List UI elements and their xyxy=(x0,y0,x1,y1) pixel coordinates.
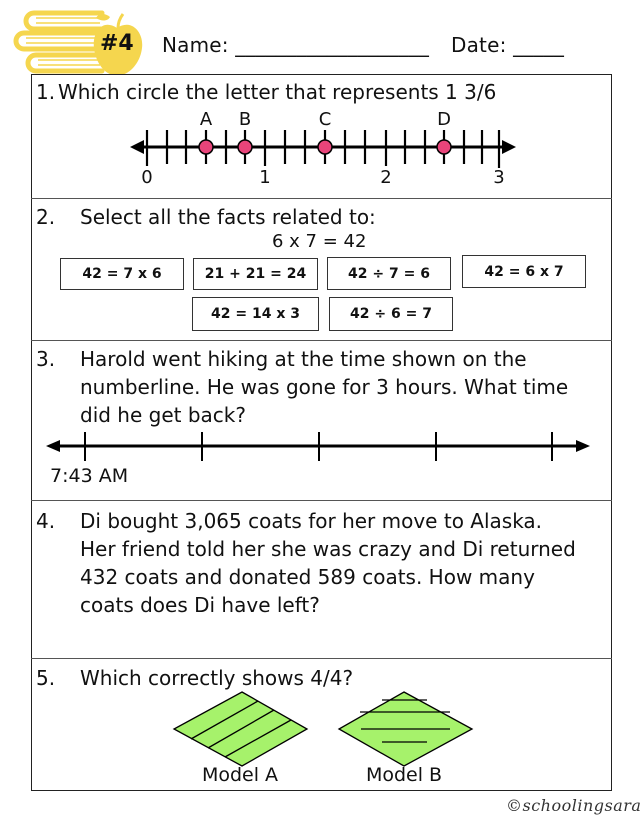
question-number: 5. xyxy=(36,666,56,690)
date-field[interactable]: Date: _____ xyxy=(451,33,565,57)
fact-choice[interactable]: 42 ÷ 6 = 7 xyxy=(329,297,453,331)
fact-choice[interactable]: 42 ÷ 7 = 6 xyxy=(327,257,451,290)
question-text-line: Di bought 3,065 coats for her move to Alaska. xyxy=(80,509,543,533)
question-text-line: numberline. He was gone for 3 hours. What time xyxy=(80,375,569,399)
fact-choice[interactable]: 42 = 6 x 7 xyxy=(462,255,586,288)
related-equation: 6 x 7 = 42 xyxy=(272,231,367,252)
tick-label-1: 1 xyxy=(259,167,271,188)
fact-choice[interactable]: 42 = 14 x 3 xyxy=(192,297,319,331)
start-time-label: 7:43 AM xyxy=(50,465,129,487)
question-text-line: did he get back? xyxy=(80,403,246,427)
question-text-line: coats does Di have left? xyxy=(80,593,320,617)
question-number: 4. xyxy=(36,509,56,533)
tick-label-3: 3 xyxy=(493,167,505,188)
question-text-line: 432 coats and donated 589 coats. How many xyxy=(80,565,535,589)
question-text: Select all the facts related to: xyxy=(80,205,376,229)
question-number: 2. xyxy=(36,205,56,229)
question-number: 1. xyxy=(36,80,56,104)
point-label-a: A xyxy=(199,109,213,130)
question-text: Which circle the letter that represents 1 3/6 xyxy=(58,80,497,104)
fact-choice[interactable]: 21 + 21 = 24 xyxy=(193,258,318,290)
tick-label-0: 0 xyxy=(141,167,153,188)
question-text-line: Harold went hiking at the time shown on the xyxy=(80,347,527,371)
worksheet-number-badge: #4 xyxy=(100,31,134,56)
question-text: Which correctly shows 4/4? xyxy=(80,666,354,690)
point-label-c: C xyxy=(318,109,332,130)
model-a-label: Model A xyxy=(201,764,279,786)
name-field[interactable]: Name: ___________________ xyxy=(162,33,430,57)
point-label-d: D xyxy=(437,109,451,130)
question-text-line: Her friend told her she was crazy and Di returned xyxy=(80,537,576,561)
tick-label-2: 2 xyxy=(380,167,392,188)
fact-choice[interactable]: 42 = 7 x 6 xyxy=(60,258,184,290)
copyright-watermark: ©schoolingsara xyxy=(506,796,642,815)
model-b-label: Model B xyxy=(365,764,443,786)
question-number: 3. xyxy=(36,347,56,371)
point-label-b: B xyxy=(238,109,252,130)
